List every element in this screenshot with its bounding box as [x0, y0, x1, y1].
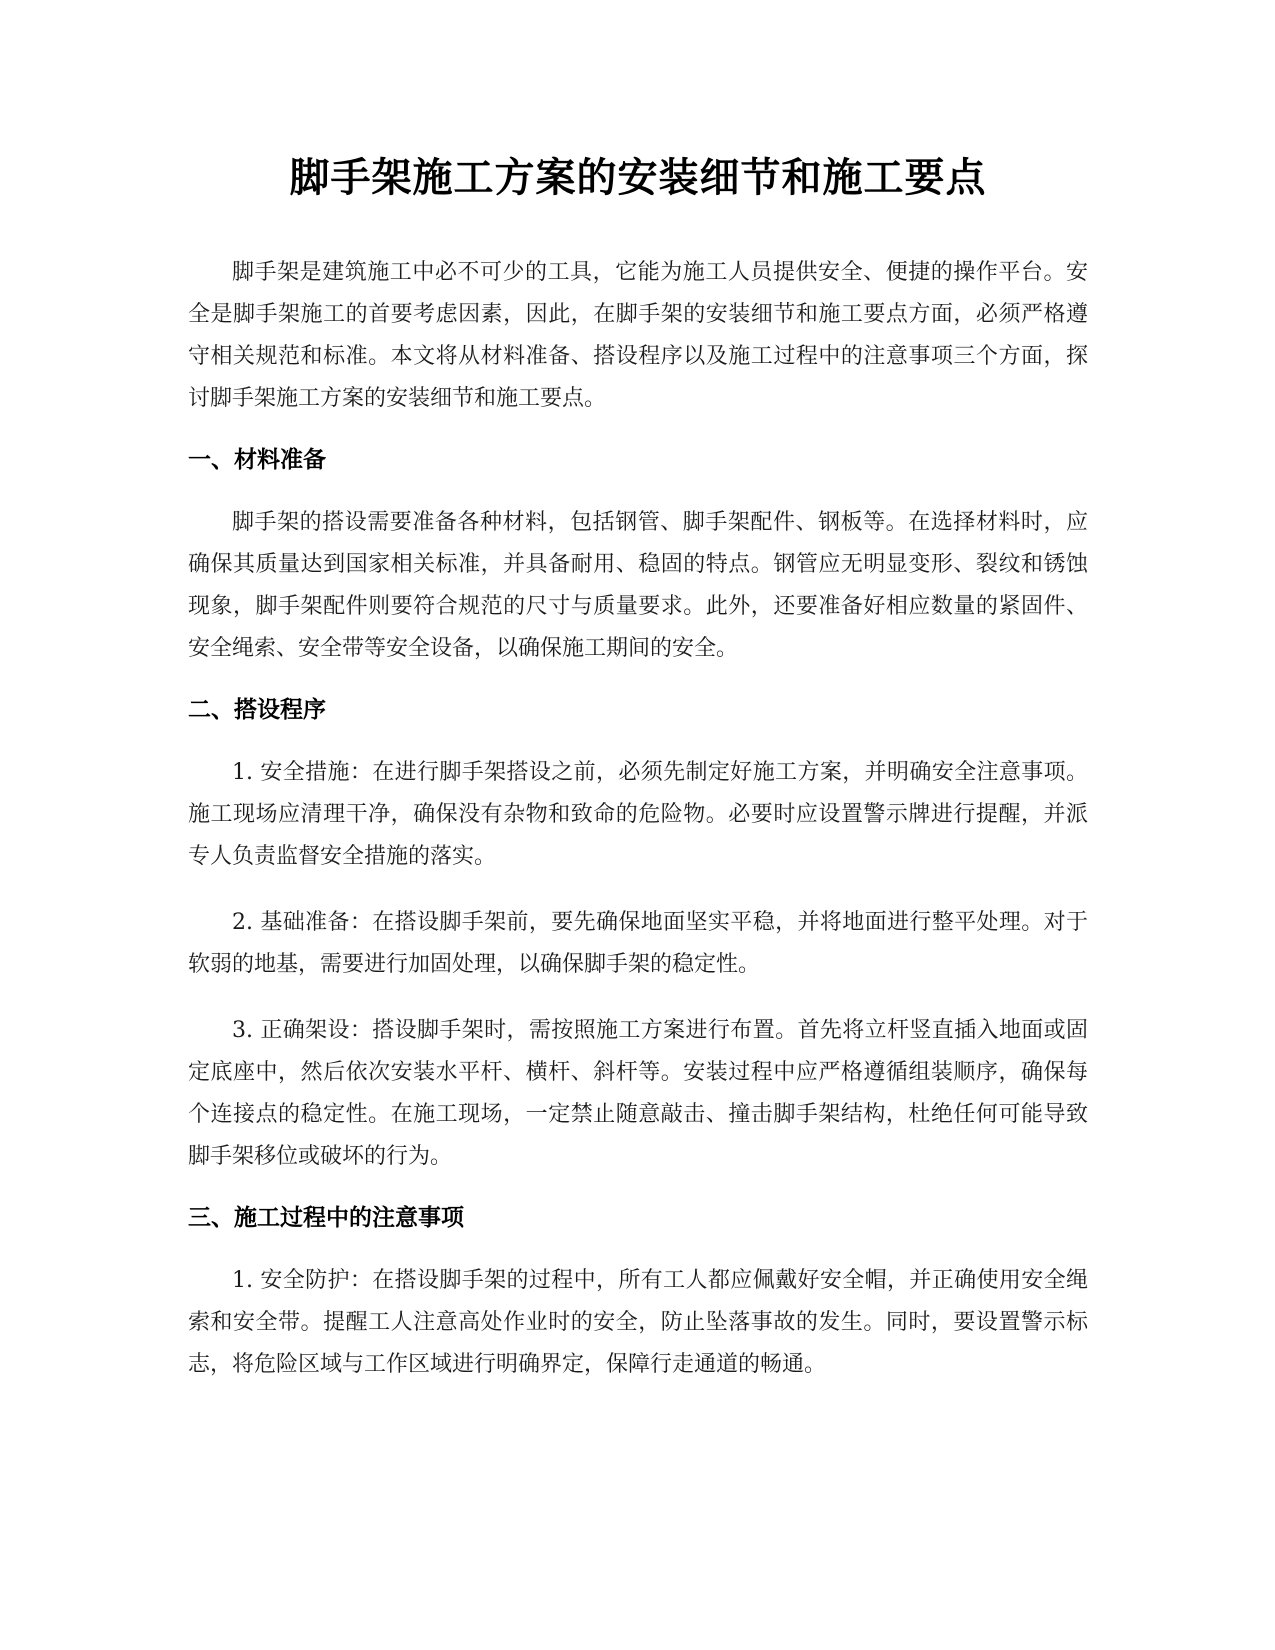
intro-paragraph: 脚手架是建筑施工中必不可少的工具，它能为施工人员提供安全、便捷的操作平台。安全是脚手架施工的首要考虑因素，因此，在脚手架的安装细节和施工要点方面，必须严格遵守相关规范和标准。本文将从材料准备、搭设程序以及施工过程中的注意事项三个方面，探讨脚手架施工方案的安装细节和施工要点。: [188, 260, 1088, 411]
section-heading-precautions: 三、施工过程中的注意事项: [188, 1205, 464, 1231]
document-body: [188, 150, 1088, 1410]
document-title: 脚手架施工方案的安装细节和施工要点: [289, 155, 987, 201]
procedure-safety-paragraph: 1. 安全措施：在进行脚手架搭设之前，必须先制定好施工方案，并明确安全注意事项。施工现场应清理干净，确保没有杂物和致命的危险物。必要时应设置警示牌进行提醒，并派专人负责监督安全措施的落实。: [188, 760, 1088, 869]
procedure-erection-paragraph: 3. 正确架设：搭设脚手架时，需按照施工方案进行布置。首先将立杆竖直插入地面或固定底座中，然后依次安装水平杆、横杆、斜杆等。安装过程中应严格遵循组装顺序，确保每个连接点的稳定性。在施工现场，一定禁止随意敲击、撞击脚手架结构，杜绝任何可能导致脚手架移位或破坏的行为。: [188, 1018, 1088, 1169]
procedure-foundation-paragraph: 2. 基础准备：在搭设脚手架前，要先确保地面坚实平稳，并将地面进行整平处理。对于软弱的地基，需要进行加固处理，以确保脚手架的稳定性。: [188, 910, 1088, 977]
section-heading-procedure: 二、搭设程序: [188, 697, 326, 723]
section-heading-materials: 一、材料准备: [188, 447, 326, 473]
materials-paragraph: 脚手架的搭设需要准备各种材料，包括钢管、脚手架配件、钢板等。在选择材料时，应确保其质量达到国家相关标准，并具备耐用、稳固的特点。钢管应无明显变形、裂纹和锈蚀现象，脚手架配件则要符合规范的尺寸与质量要求。此外，还要准备好相应数量的紧固件、安全绳索、安全带等安全设备，以确保施工期间的安全。: [188, 510, 1088, 661]
precautions-protection-paragraph: 1. 安全防护：在搭设脚手架的过程中，所有工人都应佩戴好安全帽，并正确使用安全绳索和安全带。提醒工人注意高处作业时的安全，防止坠落事故的发生。同时，要设置警示标志，将危险区域与工作区域进行明确界定，保障行走通道的畅通。: [188, 1268, 1088, 1377]
